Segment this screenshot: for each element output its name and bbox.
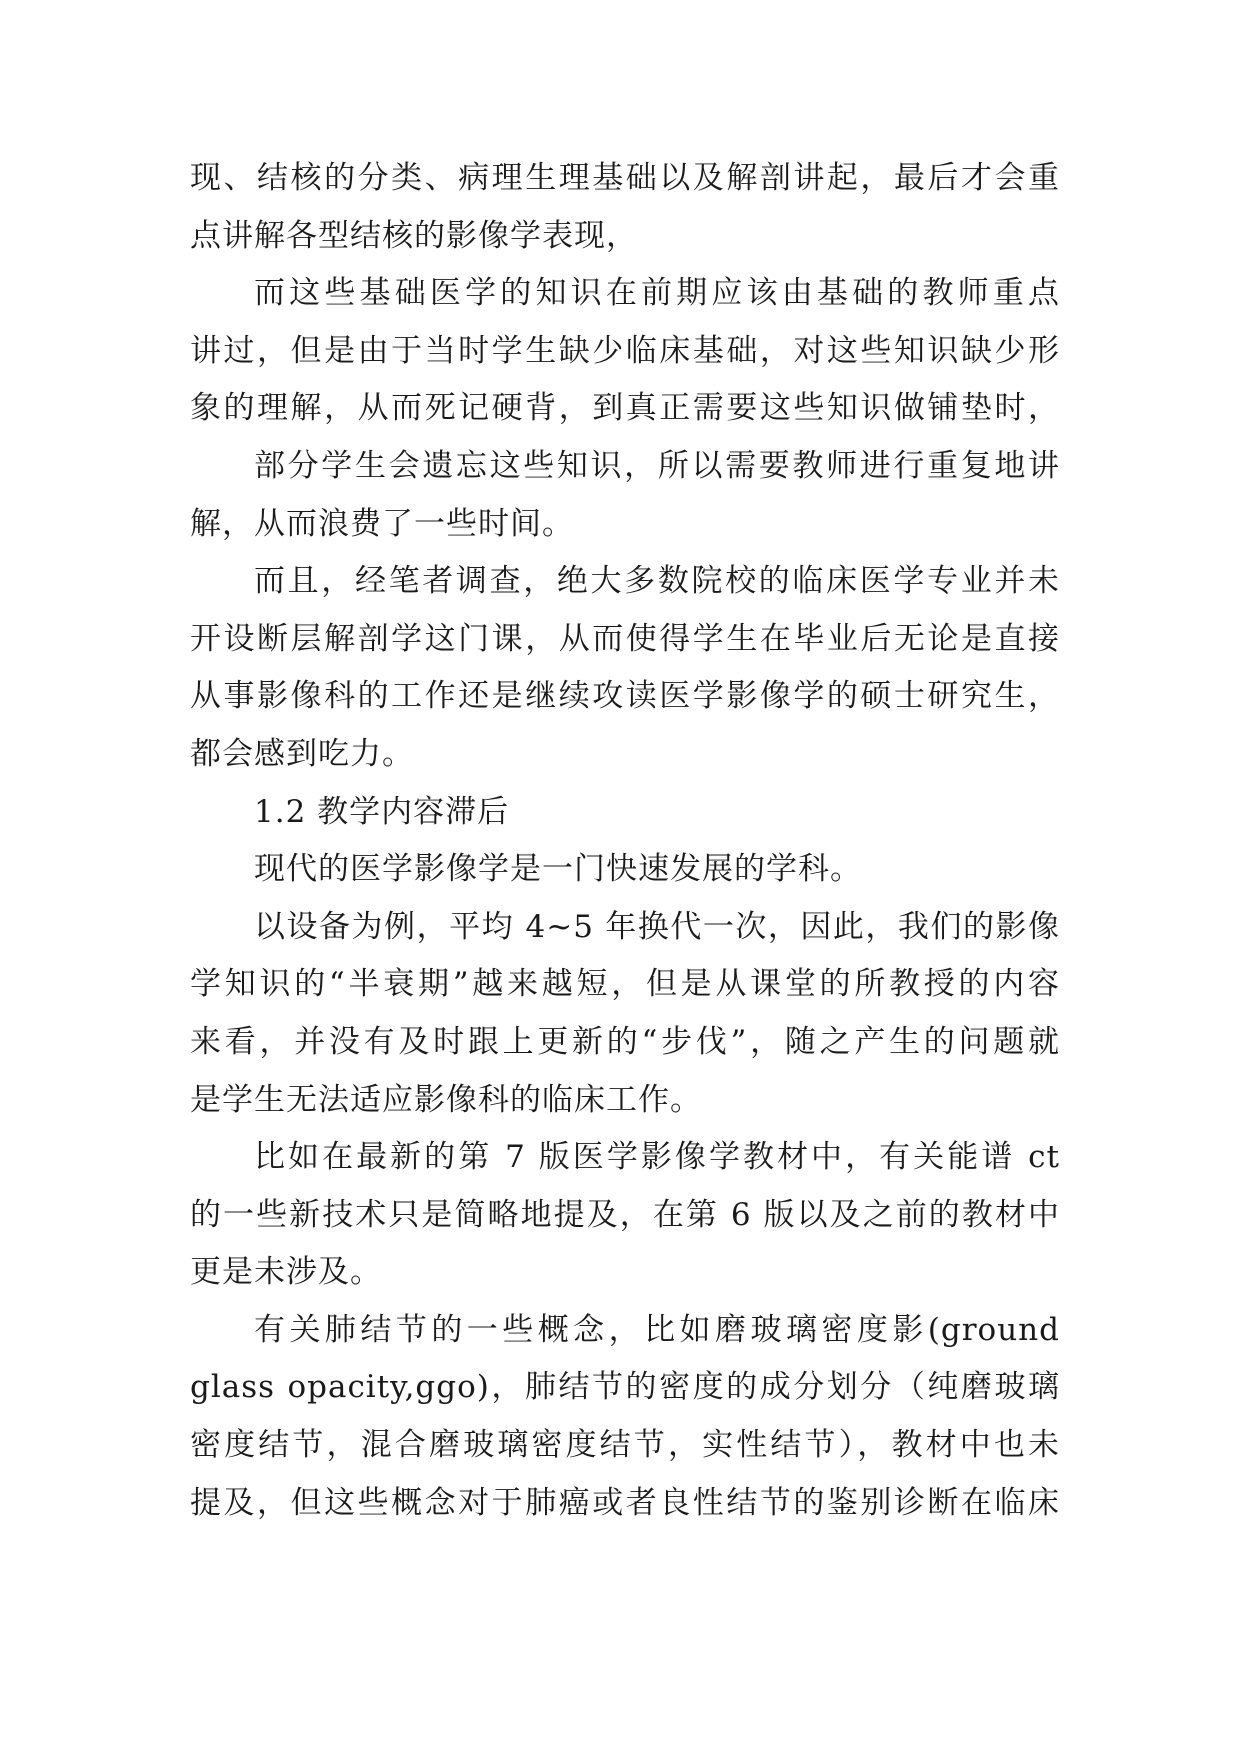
text-line: 点讲解各型结核的影像学表现， <box>190 217 638 254</box>
section-heading: 1.2 教学内容滞后 <box>254 793 510 830</box>
text-line: 讲过，但是由于当时学生缺少临床基础，对这些知识缺少形 <box>190 332 1060 369</box>
text-line: 从事影像科的工作还是继续攻读医学影像学的硕士研究生， <box>190 678 1060 715</box>
text-line: 来看，并没有及时跟上更新的“步伐”，随之产生的问题就 <box>190 1023 1060 1060</box>
text-line: 现、结核的分类、病理生理基础以及解剖讲起，最后才会重 <box>190 160 1060 196</box>
text-line: 的一些新技术只是简略地提及，在第 6 版以及之前的教材中 <box>190 1196 1060 1233</box>
text-line: 而这些基础医学的知识在前期应该由基础的教师重点 <box>254 275 1060 312</box>
text-line: 都会感到吃力。 <box>190 735 414 772</box>
text-line: 学知识的“半衰期”越来越短，但是从课堂的所教授的内容 <box>190 966 1060 1003</box>
text-line: 而且，经笔者调查，绝大多数院校的临床医学专业并未 <box>254 563 1060 600</box>
body-text <box>190 150 1060 1532</box>
text-line: 开设断层解剖学这门课，从而使得学生在毕业后无论是直接 <box>190 620 1060 657</box>
text-line: 以设备为例，平均 4~5 年换代一次，因此，我们的影像 <box>254 908 1060 945</box>
text-line: 解，从而浪费了一些时间。 <box>190 505 574 542</box>
text-line: 是学生无法适应影像科的临床工作。 <box>190 1081 702 1118</box>
text-line: 更是未涉及。 <box>190 1254 382 1291</box>
text-line: 比如在最新的第 7 版医学影像学教材中，有关能谱 ct <box>254 1139 1060 1176</box>
text-line: 部分学生会遗忘这些知识，所以需要教师进行重复地讲 <box>254 447 1060 484</box>
text-line: 有关肺结节的一些概念，比如磨玻璃密度影(ground <box>254 1311 1060 1348</box>
text-line: 提及，但这些概念对于肺癌或者良性结节的鉴别诊断在临床 <box>190 1484 1060 1521</box>
text-line: 密度结节，混合磨玻璃密度结节，实性结节），教材中也未 <box>190 1427 1060 1464</box>
text-line: 现代的医学影像学是一门快速发展的学科。 <box>254 851 862 888</box>
text-line: glass opacity,ggo)，肺结节的密度的成分划分（纯磨玻璃 <box>190 1369 1060 1406</box>
text-line: 象的理解，从而死记硬背，到真正需要这些知识做铺垫时， <box>190 390 1060 427</box>
